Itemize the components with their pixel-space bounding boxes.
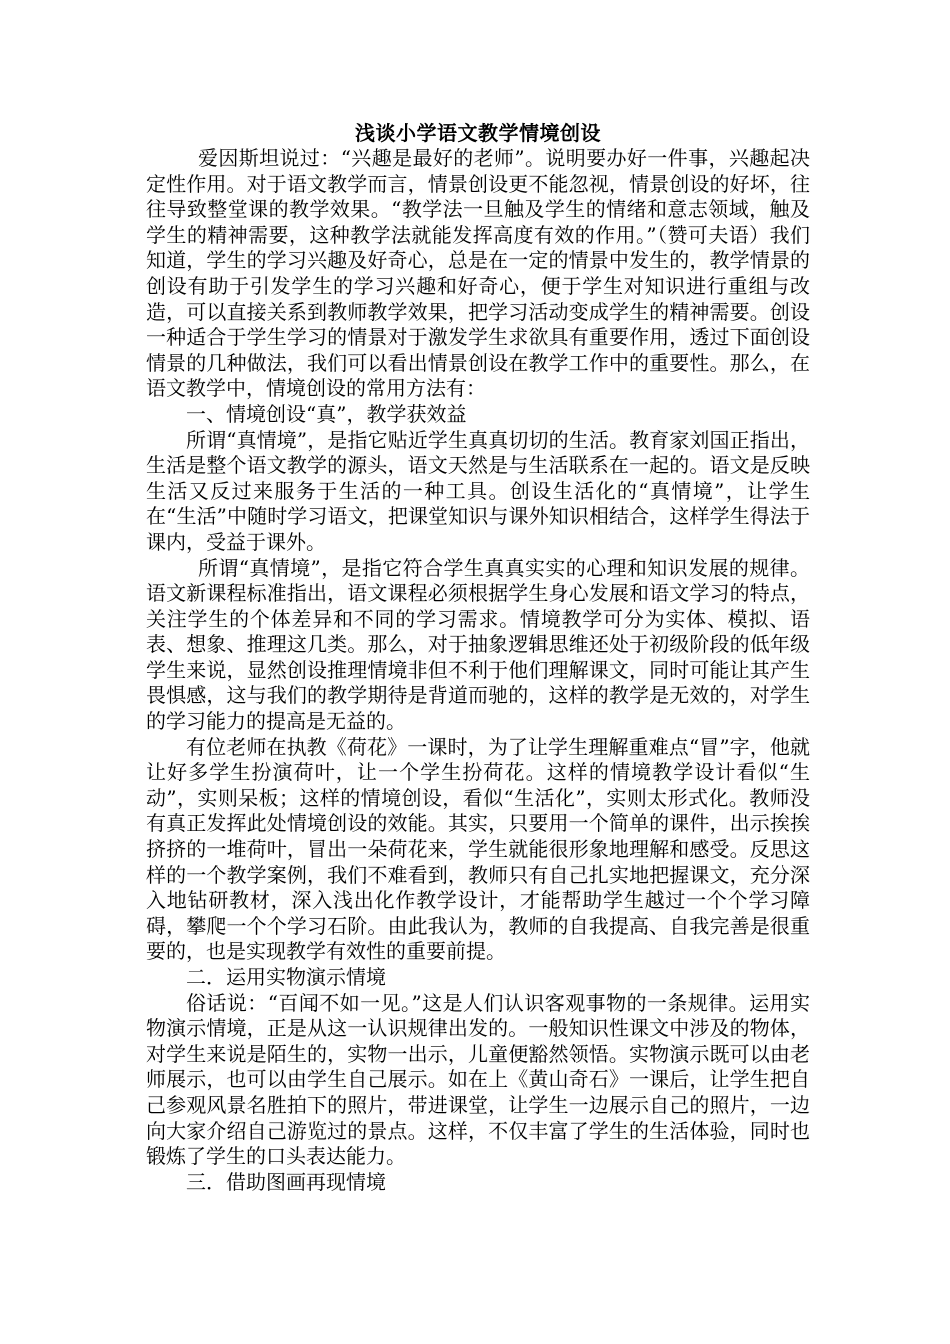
document-body (146, 146, 810, 1195)
section-heading-2: 二．运用实物演示情境 (186, 965, 386, 989)
paragraph-intro: 爱因斯坦说过：“兴趣是最好的老师”。说明要办好一件事，兴趣起决定性作用。对于语文教学而言，情景创设更不能忽视，情景创设的好坏，往往导致整堂课的教学效果。“教学法一旦触及学生的情绪和意志领域，触及学生的精神需要，这种教学法就能发挥高度有效的作用。”（赞可夫语）我们知道，学生的学习兴趣及好奇心，总是在一定的情景中发生的，教学情景的创设有助于引发学生的学习兴趣和好奇心，便于学生对知识进行重组与改造，可以直接关系到教师教学效果，把学习活动变成学生的精神需要。创设一种适合于学生学习的情景对于激发学生求欲具有重要作用，透过下面创设情景的几种做法，我们可以看出情景创设在教学工作中的重要性。那么，在语文教学中，情境创设的常用方法有： (146, 146, 810, 401)
section-heading-1: 一、情境创设“真”，教学获效益 (186, 401, 467, 426)
paragraph-real-situation-life: 所谓“真情境”，是指它贴近学生真真切切的生活。教育家刘国正指出，生活是整个语文教学的源头，语文天然是与生活联系在一起的。语文是反映生活又反过来服务于生活的一种工具。创设生活化的“真情境”，让学生在“生活”中随时学习语文，把课堂知识与课外知识相结合，这样学生得法于课内，受益于课外。 (146, 427, 810, 554)
paragraph-object-demo: 俗话说：“百闻不如一见。”这是人们认识客观事物的一条规律。运用实物演示情境，正是从这一认识规律出发的。一般知识性课文中涉及的物体，对学生来说是陌生的，实物一出示，儿童便豁然领悟。实物演示既可以由老师展示，也可以由学生自己展示。如在上《黄山奇石》一课后，让学生把自己参观风景名胜拍下的照片，带进课堂，让学生一边展示自己的照片，一边向大家介绍自己游览过的景点。这样，不仅丰富了学生的生活体验，同时也锻炼了学生的口头表达能力。 (146, 990, 810, 1169)
document-page (146, 120, 810, 1195)
paragraph-lotus-example: 有位老师在执教《荷花》一课时，为了让学生理解重难点“冒”字，他就让好多学生扮演荷叶，让一个学生扮荷花。这样的情境教学设计看似“生动”，实则呆板；这样的情境创设，看似“生活化”，实则太形式化。教师没有真正发挥此处情境创设的效能。其实，只要用一个简单的课件，出示挨挨挤挤的一堆荷叶，冒出一朵荷花来，学生就能很形象地理解和感受。反思这样的一个教学案例，我们不难看到，教师只有自己扎实地把握课文，充分深入地钻研教材，深入浅出化作教学设计，才能帮助学生越过一个个学习障碍，攀爬一个个学习石阶。由此我认为，教师的自我提高、自我完善是很重要的，也是实现教学有效性的重要前提。 (146, 734, 810, 964)
paragraph-real-situation-psychology: 所谓“真情境”，是指它符合学生真真实实的心理和知识发展的规律。语文新课程标准指出，语文课程必须根据学生身心发展和语文学习的特点，关注学生的个体差异和不同的学习需求。情境教学可分为实体、模拟、语表、想象、推理这几类。那么，对于抽象逻辑思维还处于初级阶段的低年级学生来说，显然创设推理情境非但不利于他们理解课文，同时可能让其产生畏惧感，这与我们的教学期待是背道而驰的，这样的教学是无效的，对学生的学习能力的提高是无益的。 (146, 555, 810, 734)
section-heading-3: 三．借助图画再现情境 (186, 1169, 386, 1194)
document-title: 浅谈小学语文教学情境创设 (355, 121, 601, 145)
